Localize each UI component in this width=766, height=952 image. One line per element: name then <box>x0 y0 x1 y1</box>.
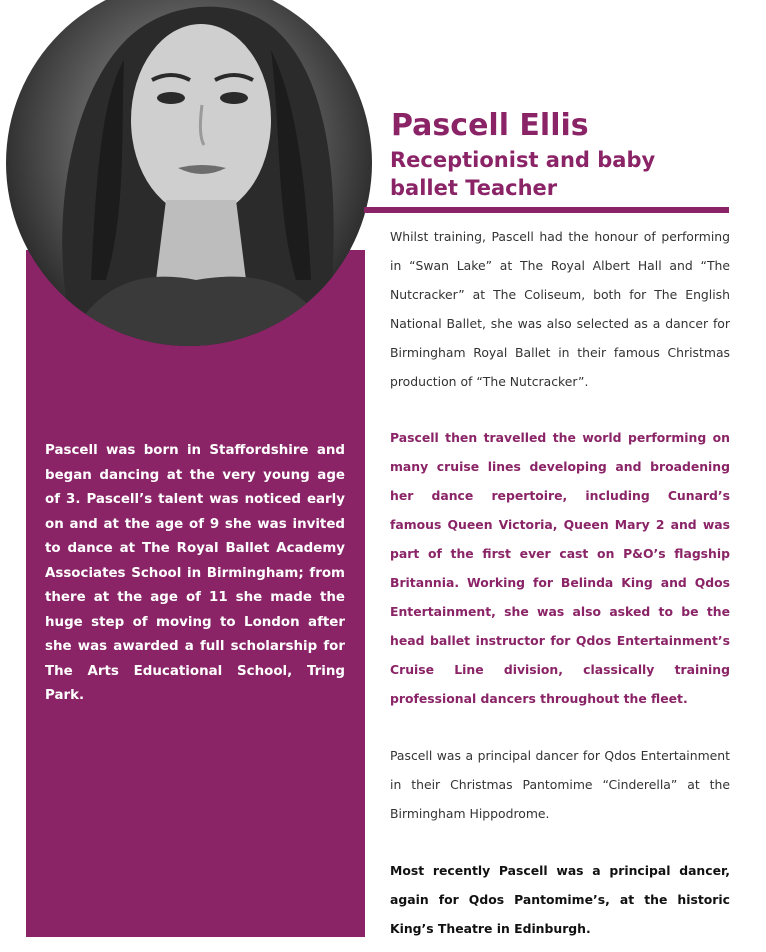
bio-paragraph-pantomime: Pascell was a principal dancer for Qdos Entertainment in their Christmas Pantomime “Cinderella” at the Birmingham Hippodrome. <box>390 748 730 821</box>
sidebar-intro-text: Pascell was born in Staffordshire and began dancing at the very young age of 3. Pascell’s talent was noticed early on and at the age of 9 she was invited to dance at The Royal Ballet Academy Associates School in Birmingham; from there at the age of 11 she made the huge step of moving to London after she was awarded a full scholarship for The Arts Educational School, Tring Park. <box>45 443 345 703</box>
bio-paragraph-training: Whilst training, Pascell had the honour of performing in “Swan Lake” at The Royal Albert Hall and “The Nutcracker” at The Coliseum, both for The English National Ballet, she was also selected as a dancer for Birmingham Royal Ballet in their famous Christmas production of “The Nutcracker”. <box>390 229 730 389</box>
profile-role: Receptionist and baby ballet Teacher <box>390 148 656 200</box>
profile-name: Pascell Ellis <box>391 108 589 143</box>
bio-paragraph-recent: Most recently Pascell was a principal dancer, again for Qdos Pantomime’s, at the historic King’s Theatre in Edinburgh. <box>390 863 730 936</box>
bio-paragraph-cruise: Pascell then travelled the world performing on many cruise lines developing and broadening her dance repertoire, including Cunard’s famous Queen Victoria, Queen Mary 2 and was part of the first ever cast on P&O’s flagship Britannia. Working for Belinda King and Qdos Entertainment, she was also asked to be the head ballet instructor for Qdos Entertainment’s Cruise Line division, classically training professional dancers throughout the fleet. <box>390 430 730 706</box>
heading-divider <box>364 207 729 213</box>
